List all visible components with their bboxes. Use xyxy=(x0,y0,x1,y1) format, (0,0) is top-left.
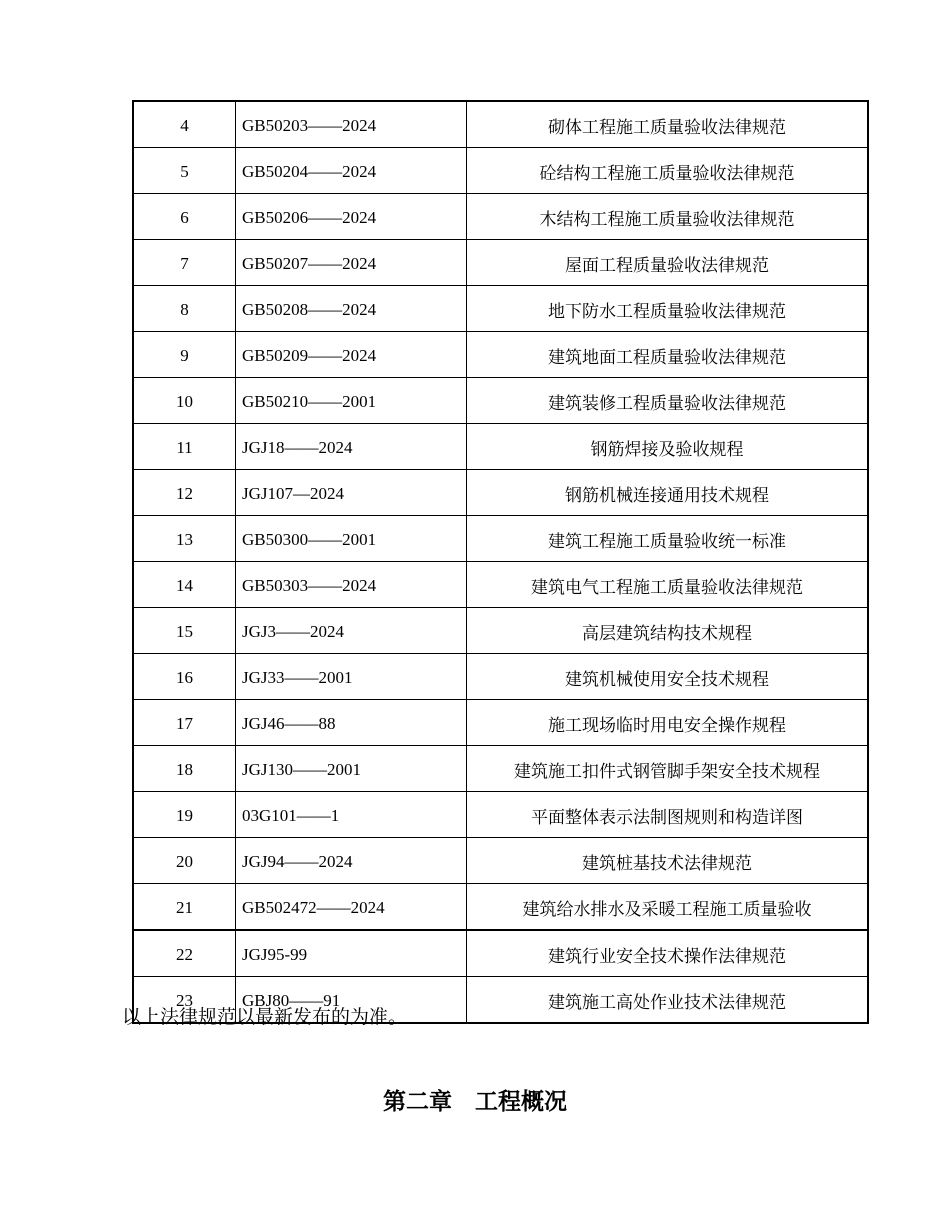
standards-note: 以上法律规范以最新发布的为准。 xyxy=(122,1007,408,1028)
table-row xyxy=(133,286,868,332)
table-row xyxy=(133,746,868,792)
standard-code-cell: JGJ3——2024 xyxy=(236,608,467,654)
standard-code-cell: JGJ107—2024 xyxy=(236,470,467,516)
row-number-cell: 22 xyxy=(133,930,236,977)
chapter-heading: 第二章 工程概况 xyxy=(383,1089,567,1115)
row-number-cell: 23 xyxy=(133,977,236,1024)
row-number-cell: 16 xyxy=(133,654,236,700)
table-row xyxy=(133,884,868,931)
standard-code-cell: GB50207——2024 xyxy=(236,240,467,286)
standard-name-cell: 建筑电气工程施工质量验收法律规范 xyxy=(467,562,869,608)
table-row xyxy=(133,194,868,240)
table-row xyxy=(133,240,868,286)
standard-name-cell: 建筑工程施工质量验收统一标准 xyxy=(467,516,869,562)
standard-code-cell: JGJ46——88 xyxy=(236,700,467,746)
row-number-cell: 21 xyxy=(133,884,236,931)
row-number-cell: 15 xyxy=(133,608,236,654)
row-number-cell: 14 xyxy=(133,562,236,608)
standard-code-cell: GB50204——2024 xyxy=(236,148,467,194)
table-row xyxy=(133,930,868,977)
row-number-cell: 7 xyxy=(133,240,236,286)
row-number-cell: 20 xyxy=(133,838,236,884)
standard-name-cell: 建筑行业安全技术操作法律规范 xyxy=(467,930,869,977)
standard-name-cell: 高层建筑结构技术规程 xyxy=(467,608,869,654)
table-row xyxy=(133,838,868,884)
row-number-cell: 10 xyxy=(133,378,236,424)
table-row xyxy=(133,654,868,700)
standard-code-cell: GB50303——2024 xyxy=(236,562,467,608)
standard-name-cell: 施工现场临时用电安全操作规程 xyxy=(467,700,869,746)
standard-name-cell: 建筑桩基技术法律规范 xyxy=(467,838,869,884)
standard-name-cell: 建筑给水排水及采暖工程施工质量验收 xyxy=(467,884,869,931)
standard-code-cell: GB50210——2001 xyxy=(236,378,467,424)
standard-code-cell: GB50203——2024 xyxy=(236,101,467,148)
table-row xyxy=(133,516,868,562)
row-number-cell: 6 xyxy=(133,194,236,240)
standard-code-cell: GB50206——2024 xyxy=(236,194,467,240)
row-number-cell: 13 xyxy=(133,516,236,562)
row-number-cell: 4 xyxy=(133,101,236,148)
row-number-cell: 19 xyxy=(133,792,236,838)
standard-code-cell: JGJ94——2024 xyxy=(236,838,467,884)
table-row xyxy=(133,470,868,516)
table-row xyxy=(133,101,868,148)
standard-name-cell: 砼结构工程施工质量验收法律规范 xyxy=(467,148,869,194)
standards-table xyxy=(132,100,869,1024)
row-number-cell: 11 xyxy=(133,424,236,470)
row-number-cell: 8 xyxy=(133,286,236,332)
row-number-cell: 12 xyxy=(133,470,236,516)
standard-code-cell: GBJ80——91 xyxy=(236,977,467,1024)
table-row xyxy=(133,332,868,378)
table-row xyxy=(133,608,868,654)
standard-code-cell: GB50209——2024 xyxy=(236,332,467,378)
standard-name-cell: 钢筋机械连接通用技术规程 xyxy=(467,470,869,516)
row-number-cell: 17 xyxy=(133,700,236,746)
standard-name-cell: 建筑机械使用安全技术规程 xyxy=(467,654,869,700)
standard-code-cell: GB50208——2024 xyxy=(236,286,467,332)
standard-code-cell: JGJ130——2001 xyxy=(236,746,467,792)
standard-name-cell: 建筑地面工程质量验收法律规范 xyxy=(467,332,869,378)
standard-name-cell: 木结构工程施工质量验收法律规范 xyxy=(467,194,869,240)
standard-code-cell: JGJ18——2024 xyxy=(236,424,467,470)
row-number-cell: 18 xyxy=(133,746,236,792)
table-row xyxy=(133,562,868,608)
standard-name-cell: 钢筋焊接及验收规程 xyxy=(467,424,869,470)
standards-table-body xyxy=(133,101,868,1023)
standard-code-cell: JGJ33——2001 xyxy=(236,654,467,700)
standard-name-cell: 建筑施工高处作业技术法律规范 xyxy=(467,977,869,1024)
standard-name-cell: 平面整体表示法制图规则和构造详图 xyxy=(467,792,869,838)
standard-name-cell: 地下防水工程质量验收法律规范 xyxy=(467,286,869,332)
standard-code-cell: GB50300——2001 xyxy=(236,516,467,562)
standard-name-cell: 建筑施工扣件式钢管脚手架安全技术规程 xyxy=(467,746,869,792)
standard-name-cell: 砌体工程施工质量验收法律规范 xyxy=(467,101,869,148)
table-row xyxy=(133,700,868,746)
table-row xyxy=(133,148,868,194)
standard-code-cell: JGJ95-99 xyxy=(236,930,467,977)
table-row xyxy=(133,378,868,424)
table-row xyxy=(133,792,868,838)
standard-name-cell: 屋面工程质量验收法律规范 xyxy=(467,240,869,286)
row-number-cell: 5 xyxy=(133,148,236,194)
standard-code-cell: GB502472——2024 xyxy=(236,884,467,931)
table-row xyxy=(133,424,868,470)
standard-name-cell: 建筑装修工程质量验收法律规范 xyxy=(467,378,869,424)
row-number-cell: 9 xyxy=(133,332,236,378)
standard-code-cell: 03G101——1 xyxy=(236,792,467,838)
